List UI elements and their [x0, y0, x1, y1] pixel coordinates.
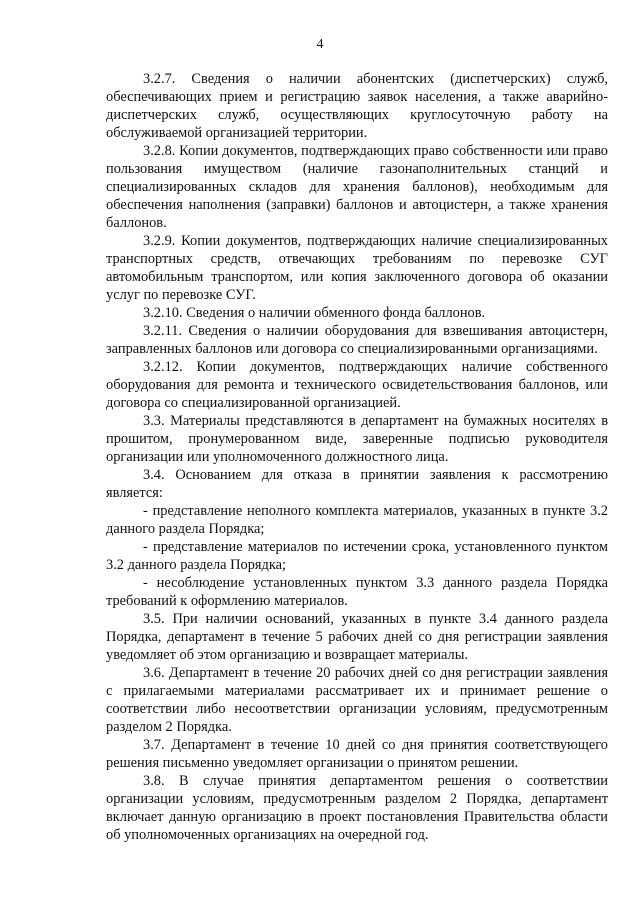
list-item-format-violation: - несоблюдение установленных пунктом 3.3 данного раздела Порядка требований к оформлению материалов.	[106, 575, 608, 609]
document-body	[106, 70, 608, 844]
paragraph-3-2-12: 3.2.12. Копии документов, подтверждающих наличие собственного оборудования для ремонта и технического освидетельствования баллонов, или договора со специализированной организацией.	[106, 359, 608, 411]
list-item-incomplete-materials: - представление неполного комплекта материалов, указанных в пункте 3.2 данного раздела Порядка;	[106, 503, 608, 537]
paragraph-3-2-11: 3.2.11. Сведения о наличии оборудования для взвешивания автоцистерн, заправленных баллонов или договора со специализированными организациями.	[106, 323, 608, 357]
paragraph-3-3: 3.3. Материалы представляются в департамент на бумажных носителях в прошитом, пронумерованном виде, заверенные подписью руководителя организации или уполномоченного должностного лица.	[106, 413, 608, 465]
paragraph-3-6: 3.6. Департамент в течение 20 рабочих дней со дня регистрации заявления с прилагаемыми материалами рассматривает их и принимает решение о соответствии либо несоответствии организации условиям, предусмотренным разделом 2 Порядка.	[106, 665, 608, 735]
paragraph-3-7: 3.7. Департамент в течение 10 дней со дня принятия соответствующего решения письменно уведомляет организации о принятом решении.	[106, 737, 608, 771]
paragraph-3-5: 3.5. При наличии оснований, указанных в пункте 3.4 данного раздела Порядка, департамент в течение 5 рабочих дней со дня регистрации заявления уведомляет об этом организацию и возвращает материалы.	[106, 611, 608, 663]
paragraph-3-2-9: 3.2.9. Копии документов, подтверждающих наличие специализированных транспортных средств, отвечающих требованиям по перевозке СУГ автомобильным транспортом, или копия заключенного договора об оказании услуг по перевозке СУГ.	[106, 233, 608, 303]
paragraph-3-2-7: 3.2.7. Сведения о наличии абонентских (диспетчерских) служб, обеспечивающих прием и регистрацию заявок населения, а также аварийно-диспетчерских служб, осуществляющих круглосуточную работу на обслуживаемой организацией территории.	[106, 71, 608, 141]
paragraph-3-2-10: 3.2.10. Сведения о наличии обменного фонда баллонов.	[143, 305, 486, 321]
page-number: 4	[316, 37, 324, 52]
paragraph-3-4: 3.4. Основанием для отказа в принятии заявления к рассмотрению является:	[106, 467, 608, 501]
paragraph-3-2-8: 3.2.8. Копии документов, подтверждающих право собственности или право пользования имуществом (наличие газонаполнительных станций и специализированных складов для хранения баллонов), необходимым для обеспечения наполнения (заправки) баллонов и автоцистерн, а также хранения баллонов.	[106, 143, 608, 231]
paragraph-3-8: 3.8. В случае принятия департаментом решения о соответствии организации условиям, предусмотренным разделом 2 Порядка, департамент включает данную организацию в проект постановления Правительства области об уполномоченных организациях на очередной год.	[106, 773, 608, 843]
list-item-late-submission: - представление материалов по истечении срока, установленного пунктом 3.2 данного раздела Порядка;	[106, 539, 608, 573]
